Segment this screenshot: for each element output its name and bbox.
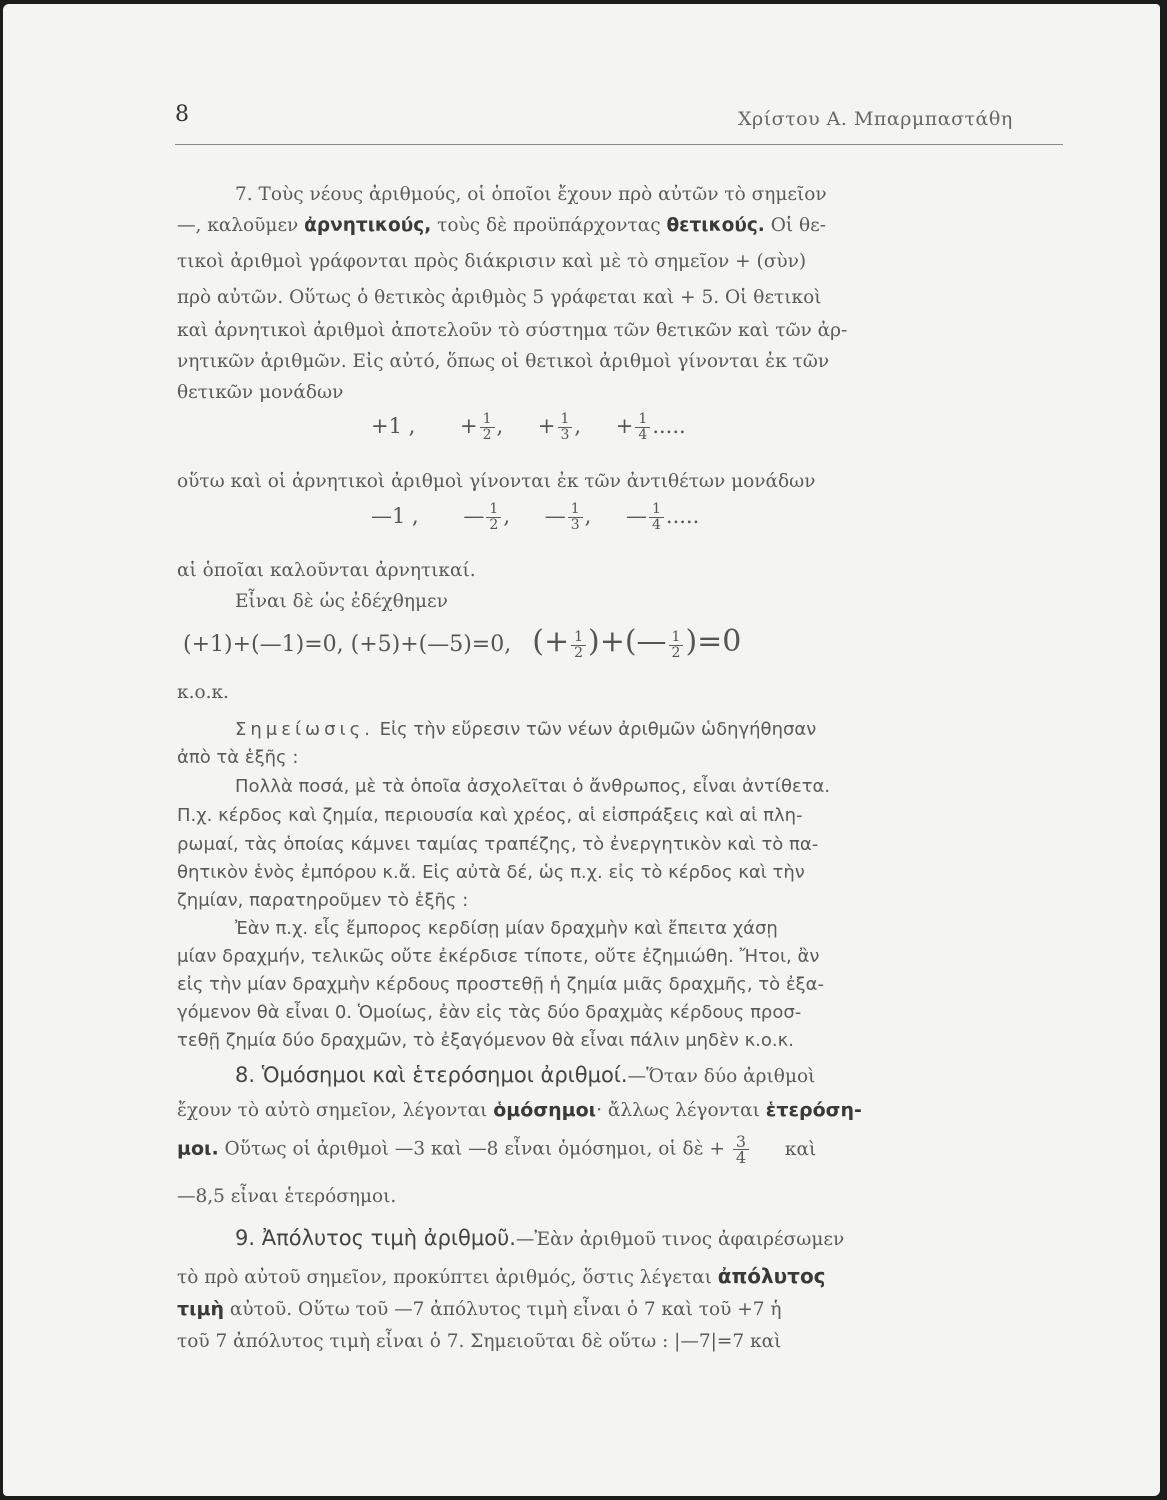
note-line-1-text: Εἰς τὴν εὕρεσιν τῶν νέων ἀριθμῶν ὡδηγήθησαν [373, 719, 817, 740]
document-page [3, 4, 1160, 1496]
plus-one: +1 , [371, 414, 416, 438]
sec9-line-2-a: τὸ πρὸ αὐτοῦ σημεῖον, προκύπτει ἀριθμός, ὅστις λέγεται [177, 1267, 718, 1288]
equation-line [183, 624, 741, 661]
minus-sign: — [463, 504, 485, 528]
sec7-line-4-text: πρὸ αὐτῶν. Οὕτως ὁ θετικὸς ἀριθμὸς 5 γράφεται καὶ + 5. Οἱ θετικοὶ [177, 287, 822, 308]
sec8-line-1-text: —Ὅταν δύο ἀριθμοὶ [627, 1066, 816, 1087]
sec7-line-5 [177, 320, 847, 341]
sec7-line-6-text: νητικῶν ἀριθμῶν. Εἰς αὐτό, ὅπως οἱ θετικοὶ ἀριθμοὶ γίνονται ἐκ τῶν [177, 351, 830, 372]
fraction-neg-1-4: $\frac{1}{4}$ [649, 502, 664, 533]
sec7-middle-line: οὕτω καὶ οἱ ἀρνητικοὶ ἀριθμοὶ γίνονται ἐκ τῶν ἀντιθέτων μονάδων [177, 471, 816, 492]
sec8-line-2 [177, 1099, 862, 1121]
sec7-line-6 [177, 351, 829, 372]
sec7-line-7 [177, 382, 343, 403]
note-line-1 [235, 719, 816, 740]
ellipsis: ..... [665, 504, 700, 528]
sec7-line-5-text: καὶ ἀρνητικοὶ ἀριθμοὶ ἀποτελοῦν τὸ σύστημα τῶν θετικῶν καὶ τῶν ἀρ- [177, 320, 848, 341]
paren-mid: )+(— [588, 624, 667, 659]
fraction-half-neg: $\frac{1}{2}$ [669, 630, 684, 661]
note-line-8: Ἐὰν π.χ. εἷς ἔμπορος κερδίσῃ μίαν δραχμὴν καὶ ἔπειτα χάσῃ [235, 918, 778, 939]
paren-close: )=0 [685, 624, 742, 659]
sec7-line-2-c: τοὺς δὲ προϋπάρχοντας [431, 215, 667, 236]
minus-one: —1 , [371, 504, 419, 528]
sec7-line-2 [177, 215, 826, 236]
sec9-line-1-text: —Ἐὰν ἀριθμοῦ τινος ἀφαιρέσωμεν [515, 1229, 845, 1250]
sec7-after-line: αἱ ὁποῖαι καλοῦνται ἀρνητικαί. [177, 560, 476, 581]
sec7-intro-line: Εἶναι δὲ ὡς ἐδέχθημεν [235, 591, 448, 612]
note-line-4: Π.χ. κέρδος καὶ ζημία, περιουσία καὶ χρέος, αἱ εἰσπράξεις καὶ αἱ πλη- [177, 805, 803, 826]
term-absolute: ἀπόλυτος [717, 1264, 826, 1288]
sec8-line-4: —8,5 εἶναι ἑτερόσημοι. [177, 1186, 397, 1207]
running-title: Χρίστου Α. Μπαρμπαστάθη [738, 108, 1013, 130]
term-negative: ἀρνητικούς, [304, 215, 432, 236]
sec8-heading: 8. Ὁμόσημοι καὶ ἑτερόσημοι ἀριθμοί. [235, 1063, 628, 1087]
sec7-line-1 [235, 184, 827, 205]
ellipsis: ..... [652, 414, 686, 438]
equation-part-1: (+1)+(—1)=0, (+5)+(—5)=0, [183, 632, 512, 657]
sec8-line-3-end: καὶ [784, 1138, 817, 1160]
sec7-line-7-text: θετικῶν μονάδων [177, 382, 344, 403]
sec8-line-3 [177, 1134, 816, 1165]
plus-sign: + [615, 414, 634, 438]
sec7-line-2-a: —, καλοῦμεν [177, 215, 305, 236]
sec7-line-3-text: τικοὶ ἀριθμοὶ γράφονται πρὸς διάκρισιν καὶ μὲ τὸ σημεῖον + (σὺν) [177, 251, 807, 272]
note-line-7: ζημίαν, παρατηροῦμεν τὸ ἑξῆς : [177, 890, 469, 911]
page-number: 8 [175, 102, 189, 127]
note-line-11: γόμενον θὰ εἶναι 0. Ὁμοίως, ἐὰν εἰς τὰς δύο δραχμὰς κέρδους προσ- [177, 1002, 802, 1023]
sec7-line-2-e: Οἱ θε- [764, 215, 826, 236]
sec9-line-3 [177, 1298, 781, 1320]
note-line-12: τεθῇ ζημία δύο δραχμῶν, τὸ ἐξαγόμενον θὰ εἶναι πάλιν μηδὲν κ.ο.κ. [177, 1030, 794, 1051]
note-heading: Σημείωσις. [235, 719, 374, 740]
sec7-line-3 [177, 251, 806, 272]
fraction-1-4: $\frac{1}{4}$ [635, 412, 650, 443]
fraction-3-4: $\frac{3}{4}$ [733, 1134, 749, 1165]
fraction-half-pos: $\frac{1}{2}$ [571, 630, 586, 661]
sec9-line-3-text: αὐτοῦ. Οὕτω τοῦ —7 ἀπόλυτος τιμὴ εἶναι ὁ 7 καὶ τοῦ +7 ἡ [224, 1299, 782, 1320]
note-line-2: ἀπὸ τὰ ἑξῆς : [177, 747, 299, 768]
note-line-3: Πολλὰ ποσά, μὲ τὰ ὁποῖα ἀσχολεῖται ὁ ἄνθρωπος, εἶναι ἀντίθετα. [235, 776, 831, 797]
paren-open-pos: (+ [532, 624, 570, 659]
fraction-1-2: $\frac{1}{2}$ [480, 412, 495, 443]
sec7-line-4 [177, 287, 821, 308]
sec7-line-1-text: 7. Τοὺς νέους ἀριθμούς, οἱ ὁποῖοι ἔχουν πρὸ αὐτῶν τὸ σημεῖον [235, 184, 827, 205]
minus-sign: — [544, 504, 566, 528]
sec9-line-2 [177, 1264, 826, 1288]
note-line-6: θητικὸν ἑνὸς ἐμπόρου κ.ἄ. Εἰς αὐτὰ δέ, ὡς π.χ. εἰς τὸ κέρδος καὶ τὴν [177, 862, 805, 883]
term-different-sign: ἑτερόση- [765, 1099, 862, 1121]
fraction-1-3: $\frac{1}{3}$ [558, 412, 573, 443]
note-line-9: μίαν δραχμήν, τελικῶς οὔτε ἐκέρδισε τίποτε, οὔτε ἐζημιώθη. Ἤτοι, ἂν [177, 946, 820, 967]
header-rule [175, 144, 1063, 145]
sec8-line-1 [235, 1063, 815, 1087]
fraction-neg-1-2: $\frac{1}{2}$ [486, 502, 501, 533]
term-same-sign: ὁμόσημοι [493, 1099, 597, 1121]
sec8-line-3-text: Οὕτως οἱ ἀριθμοὶ —3 καὶ —8 εἶναι ὁμόσημοι, οἱ δὲ + [218, 1138, 725, 1160]
term-value: τιμὴ [177, 1298, 225, 1320]
plus-sign: + [460, 414, 478, 438]
positive-units-formula: +1 , + $\frac{1}{2}$ , + $\frac{1}{3}$ , + $\frac{1}{4}$ ..... [371, 411, 686, 443]
sec8-line-2-a: ἔχουν τὸ αὐτὸ σημεῖον, λέγονται [177, 1100, 494, 1121]
fraction-neg-1-3: $\frac{1}{3}$ [568, 502, 583, 533]
minus-sign: — [625, 504, 647, 528]
term-positive: θετικούς. [666, 215, 765, 236]
note-line-10: εἰς τὴν μίαν δραχμὴν κέρδους προστεθῇ ἡ ζημία μιᾶς δραχμῆς, τὸ ἐξα- [177, 974, 824, 995]
note-line-5: ρωμαί, τὰς ὁποίας κάμνει ταμίας τραπέζης, τὸ ἐνεργητικὸν καὶ τὸ πα- [177, 834, 819, 855]
sec9-heading: 9. Ἀπόλυτος τιμὴ ἀριθμοῦ. [235, 1226, 516, 1250]
sec8-line-3-bold: μοι. [177, 1137, 219, 1160]
plus-sign: + [537, 414, 556, 438]
negative-units-formula: —1 , — $\frac{1}{2}$ , — $\frac{1}{3}$ , — $\frac{1}{4}$ ..... [371, 501, 700, 533]
sec9-line-4: τοῦ 7 ἀπόλυτος τιμὴ εἶναι ὁ 7. Σημειοῦται δὲ οὕτω : |—7|=7 καὶ [177, 1331, 782, 1352]
sec8-line-2-c: · ἄλλως λέγονται [596, 1100, 766, 1121]
sec9-line-1 [235, 1226, 844, 1250]
kok-line: κ.ο.κ. [177, 682, 229, 703]
